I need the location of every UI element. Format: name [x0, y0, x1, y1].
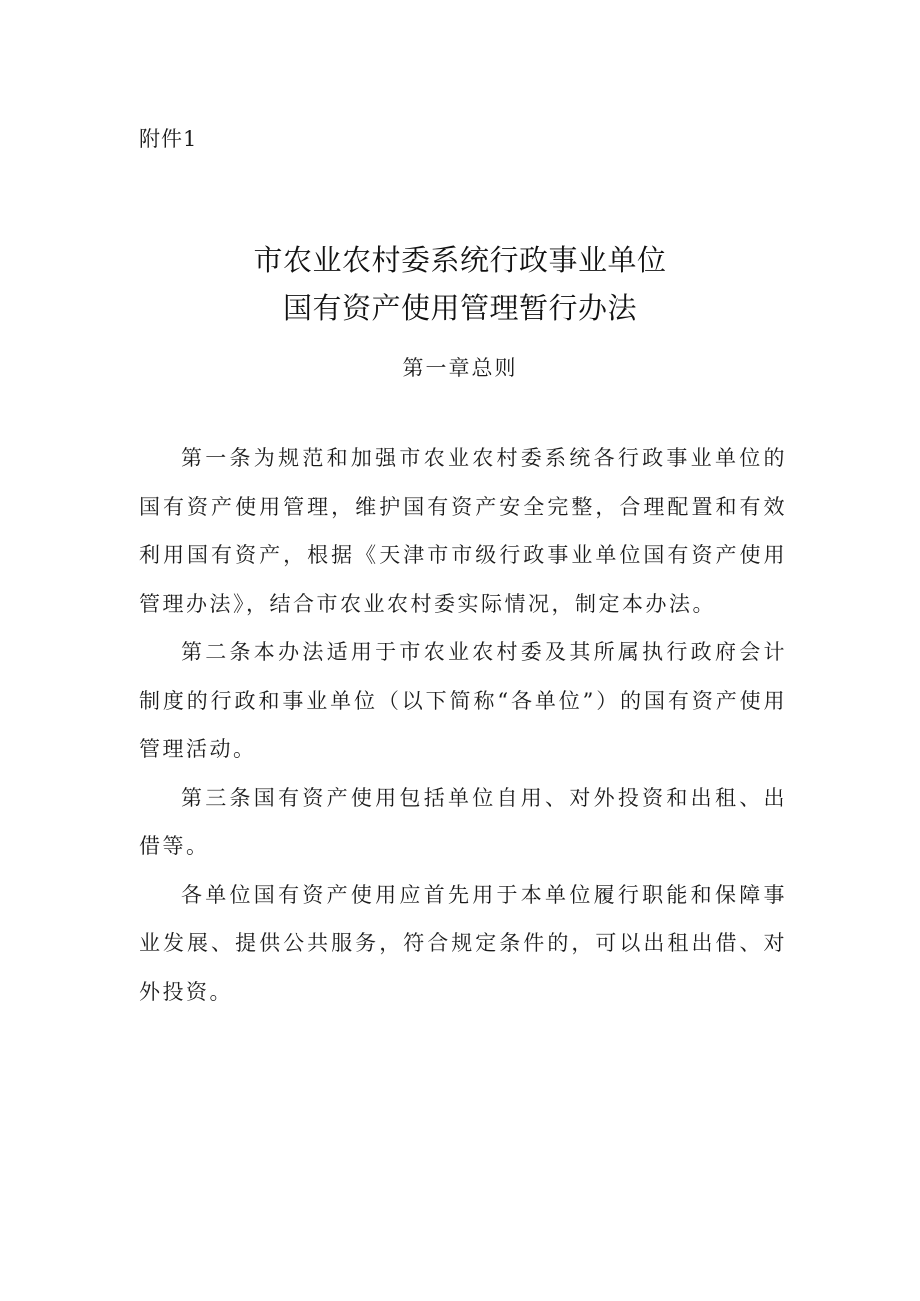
- title-line-2: 国有资产使用管理暂行办法: [282, 291, 637, 325]
- document-body: [139, 434, 787, 1016]
- article-1-paragraph: 第一条为规范和加强市农业农村委系统各行政事业单位的国有资产使用管理，维护国有资产安全完整，合理配置和有效利用国有资产，根据《天津市市级行政事业单位国有资产使用管理办法》，结合市农业农村委实际情况，制定本办法。: [139, 446, 787, 616]
- article-3-subparagraph: 各单位国有资产使用应首先用于本单位履行职能和保障事业发展、提供公共服务，符合规定条件的，可以出租出借、对外投资。: [139, 882, 787, 1004]
- attachment-label: 附件1: [139, 127, 198, 151]
- article-3-paragraph: 第三条国有资产使用包括单位自用、对外投资和出租、出借等。: [139, 785, 787, 858]
- chapter-heading: 第一章总则: [402, 356, 518, 380]
- article-2-paragraph: 第二条本办法适用于市农业农村委及其所属执行政府会计制度的行政和事业单位（以下简称“各单位”）的国有资产使用管理活动。: [139, 640, 787, 761]
- title-line-1: 市农业农村委系统行政事业单位: [253, 243, 667, 277]
- document-title: [0, 236, 920, 332]
